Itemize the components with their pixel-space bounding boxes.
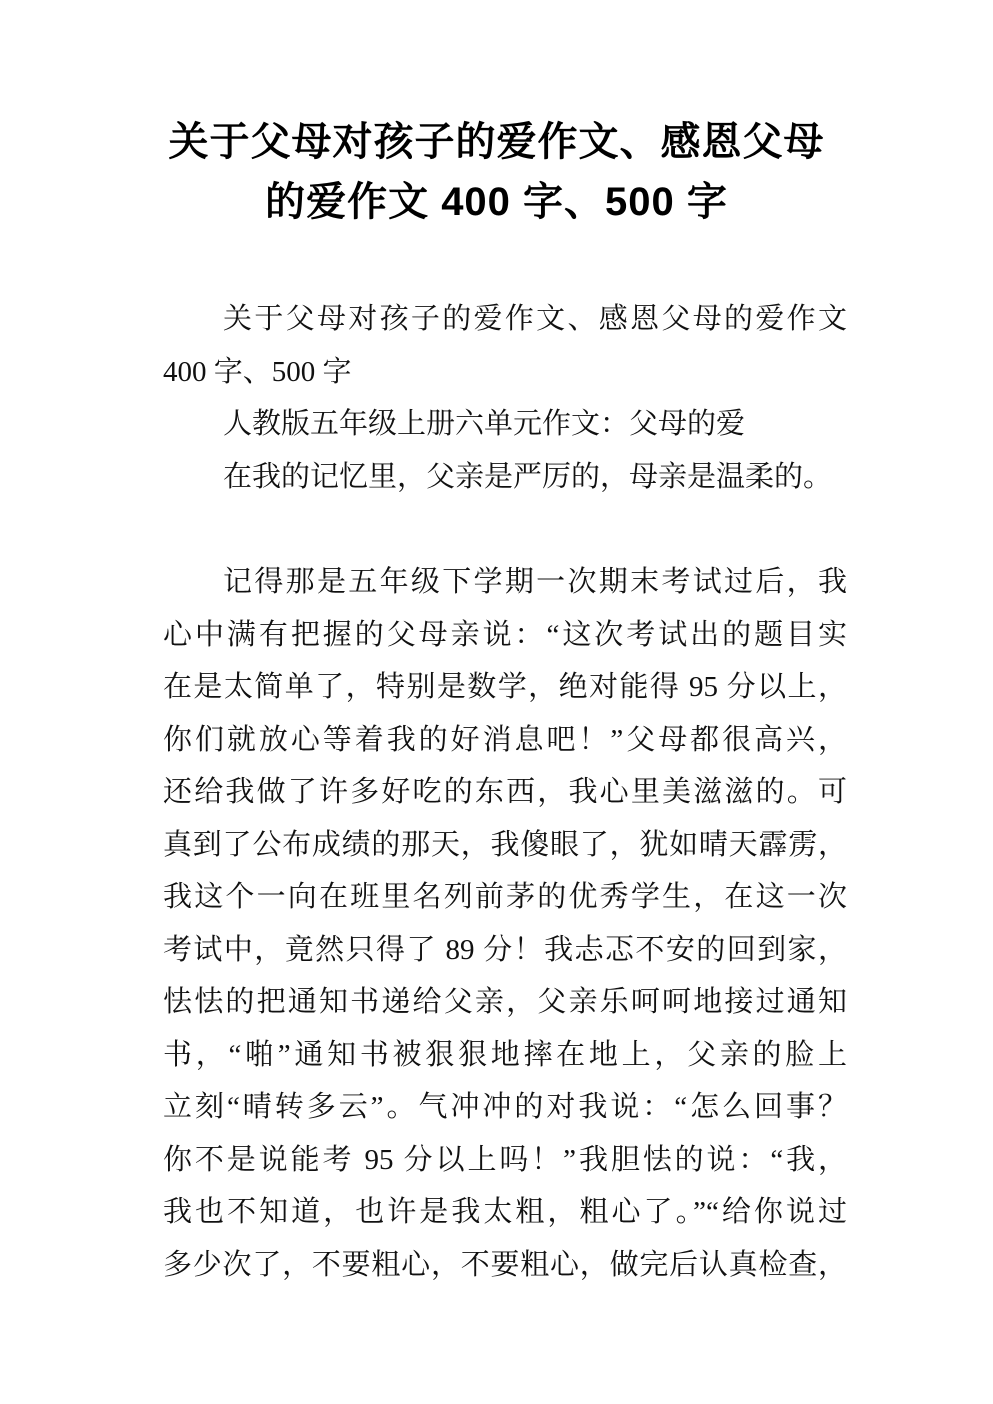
document-title-line-2: 的爱作文 400 字、500 字 (265, 180, 728, 224)
text-line: 人教版五年级上册六单元作文：父母的爱 (223, 408, 746, 440)
text-line: 书，“啪”通知书被狠狠地摔在地上，父亲的脸上 (163, 1038, 847, 1071)
text-line: 在我的记忆里，父亲是严厉的，母亲是温柔的。 (223, 460, 833, 493)
text-line: 你们就放心等着我的好消息吧！”父母都很高兴， (163, 723, 847, 756)
document-title-line-1: 关于父母对孩子的爱作文、感恩父母 (168, 120, 825, 164)
document-body (163, 293, 847, 1291)
text-line: 我也不知道，也许是我太粗，粗心了。”“给你说过 (163, 1196, 847, 1228)
text-line: 怯怯的把通知书递给父亲，父亲乐呵呵地接过通知 (163, 986, 847, 1018)
text-line: 真到了公布成绩的那天，我傻眼了，犹如晴天霹雳， (163, 828, 847, 861)
text-line: 我这个一向在班里名列前茅的优秀学生，在这一次 (163, 881, 847, 913)
paragraph-memory (163, 451, 847, 504)
document-title (0, 0, 993, 232)
paragraph-story (163, 556, 847, 1291)
text-line: 关于父母对孩子的爱作文、感恩父母的爱作文 (223, 303, 847, 335)
text-line: 记得那是五年级下学期一次期末考试过后，我 (223, 566, 847, 598)
text-line: 考试中，竟然只得了 89 分！我忐忑不安的回到家， (163, 933, 847, 966)
paragraph-unit-heading (163, 398, 847, 451)
text-line: 心中满有把握的父母亲说：“这次考试出的题目实 (163, 618, 847, 651)
text-line: 400 字、500 字 (163, 355, 352, 388)
text-line: 在是太简单了，特别是数学，绝对能得 95 分以上， (163, 671, 847, 703)
text-line: 立刻“晴转多云”。气冲冲的对我说：“怎么回事？ (163, 1091, 847, 1123)
text-line: 你不是说能考 95 分以上吗！”我胆怯的说：“我， (163, 1143, 847, 1176)
text-line: 多少次了，不要粗心，不要粗心，做完后认真检查， (163, 1248, 847, 1281)
paragraph-intro (163, 293, 847, 398)
text-line: 还给我做了许多好吃的东西，我心里美滋滋的。可 (163, 776, 847, 808)
